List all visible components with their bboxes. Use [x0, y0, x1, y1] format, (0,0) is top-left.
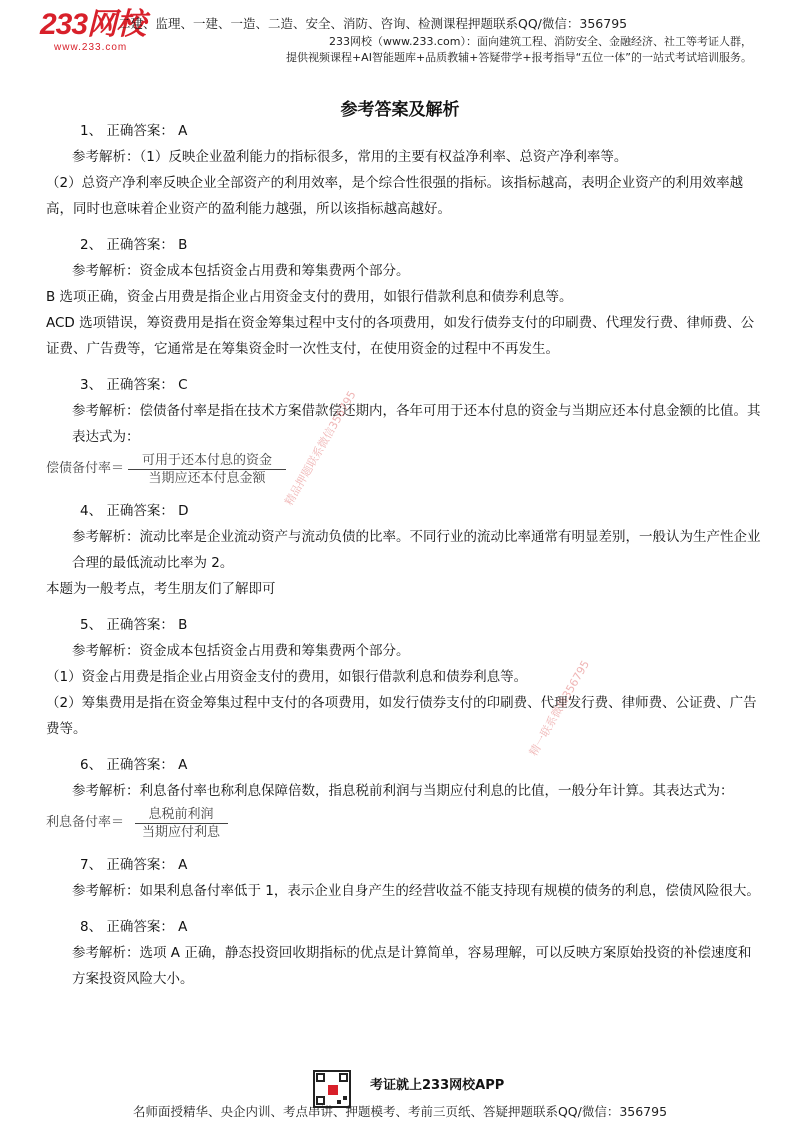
question-block	[46, 612, 762, 742]
footer-slogan: 考证就上233网校APP	[370, 1078, 505, 1093]
formula-lhs: 偿债备付率＝	[46, 461, 125, 476]
question-block	[46, 498, 762, 602]
correct-answer: 5、 正确答案： B	[80, 617, 188, 633]
page-footer	[0, 1068, 800, 1128]
question-block	[46, 232, 762, 362]
header-promo-line: 二建、监理、一建、一造、二造、安全、消防、咨询、检测课程押题联系QQ/微信：356795	[118, 16, 628, 31]
header-intro-line-1: 233网校（www.233.com）：面向建筑工程、消防安全、金融经济、社工等考证人群，	[329, 35, 752, 48]
analysis-line: （1）资金占用费是指企业占用资金支付的费用，如银行借款利息和债券利息等。	[46, 669, 528, 685]
correct-answer: 2、 正确答案： B	[80, 237, 188, 253]
logo-text: 233网校	[40, 8, 146, 41]
formula	[46, 804, 762, 842]
analysis-line: （2）筹集费用是指在资金筹集过程中支付的各项费用，如发行债券支付的印刷费、代理发行费、律师费、公证费、广告费等。	[46, 695, 757, 737]
correct-answer: 1、 正确答案： A	[80, 123, 188, 139]
question-block	[46, 118, 762, 222]
correct-answer: 4、 正确答案： D	[80, 503, 189, 519]
formula-denominator: 当期应付利息	[142, 824, 221, 840]
formula-numerator: 息税前利润	[135, 806, 228, 824]
question-block	[46, 752, 762, 842]
footer-contact-line: 名师面授精华、央企内训、考点串讲、押题模考、考前三页纸、答疑押题联系QQ/微信：356795	[132, 1104, 668, 1119]
analysis-line: （2）总资产净利率反映企业全部资产的利用效率，是个综合性很强的指标。该指标越高，表明企业资产的利用效率越高，同时也意味着企业资产的盈利能力越强，所以该指标越高越好。	[46, 175, 744, 217]
formula-denominator: 当期应还本付息金额	[148, 470, 266, 486]
watermark-2: 精一联系微信356795	[526, 658, 593, 759]
correct-answer: 6、 正确答案： A	[80, 757, 188, 773]
analysis-line: 参考解析：如果利息备付率低于 1，表示企业自身产生的经营收益不能支持现有规模的债务的利息，偿债风险很大。	[72, 883, 760, 899]
watermark-1: 精品押题联系微信356795	[282, 388, 359, 508]
correct-answer: 8、 正确答案： A	[80, 919, 188, 935]
analysis-line: ACD 选项错误，筹资费用是指在资金筹集过程中支付的各项费用，如发行债券支付的印刷费、代理发行费、律师费、公证费、广告费等，它通常是在筹集资金时一次性支付，在使用资金的过程中不再发生。	[46, 315, 755, 357]
page-title: 参考答案及解析	[340, 100, 460, 120]
question-block	[46, 372, 762, 488]
analysis-line: 参考解析：（1）反映企业盈利能力的指标很多，常用的主要有权益净利率、总资产净利率等。	[72, 149, 628, 165]
formula	[46, 450, 762, 488]
formula-fraction	[128, 452, 286, 487]
correct-answer: 3、 正确答案： C	[80, 377, 188, 393]
header-intro-line-2: 提供视频课程+AI智能题库+品质教辅+答疑带学+报考指导“五位一体”的一站式考试培训服务。	[285, 51, 752, 64]
question-block	[46, 914, 762, 992]
analysis-line: 参考解析：资金成本包括资金占用费和筹集费两个部分。	[72, 643, 410, 659]
analysis-line: B 选项正确，资金占用费是指企业占用资金支付的费用，如银行借款利息和债券利息等。	[46, 289, 573, 305]
analysis-line: 参考解析：资金成本包括资金占用费和筹集费两个部分。	[72, 263, 410, 279]
question-block	[46, 852, 762, 904]
analysis-line: 参考解析：选项 A 正确，静态投资回收期指标的优点是计算简单，容易理解，可以反映方案原始投资的补偿速度和方案投资风险大小。	[72, 945, 752, 987]
answer-list	[46, 118, 762, 1002]
analysis-line: 本题为一般考点，考生朋友们了解即可	[46, 581, 276, 597]
logo-url: www.233.com	[54, 42, 128, 53]
formula-numerator: 可用于还本付息的资金	[128, 452, 286, 470]
formula-fraction	[128, 806, 234, 841]
analysis-line: 参考解析：流动比率是企业流动资产与流动负债的比率。不同行业的流动比率通常有明显差别，一般认为生产性企业合理的最低流动比率为 2。	[72, 529, 761, 571]
analysis-line: 参考解析：偿债备付率是指在技术方案借款偿还期内，各年可用于还本付息的资金与当期应还本付息金额的比值。其表达式为：	[72, 403, 761, 445]
page-header	[0, 0, 800, 72]
formula-lhs: 利息备付率＝	[46, 815, 125, 830]
correct-answer: 7、 正确答案： A	[80, 857, 188, 873]
analysis-line: 参考解析：利息备付率也称利息保障倍数，指息税前利润与当期应付利息的比值，一般分年计算。其表达式为：	[72, 783, 734, 799]
